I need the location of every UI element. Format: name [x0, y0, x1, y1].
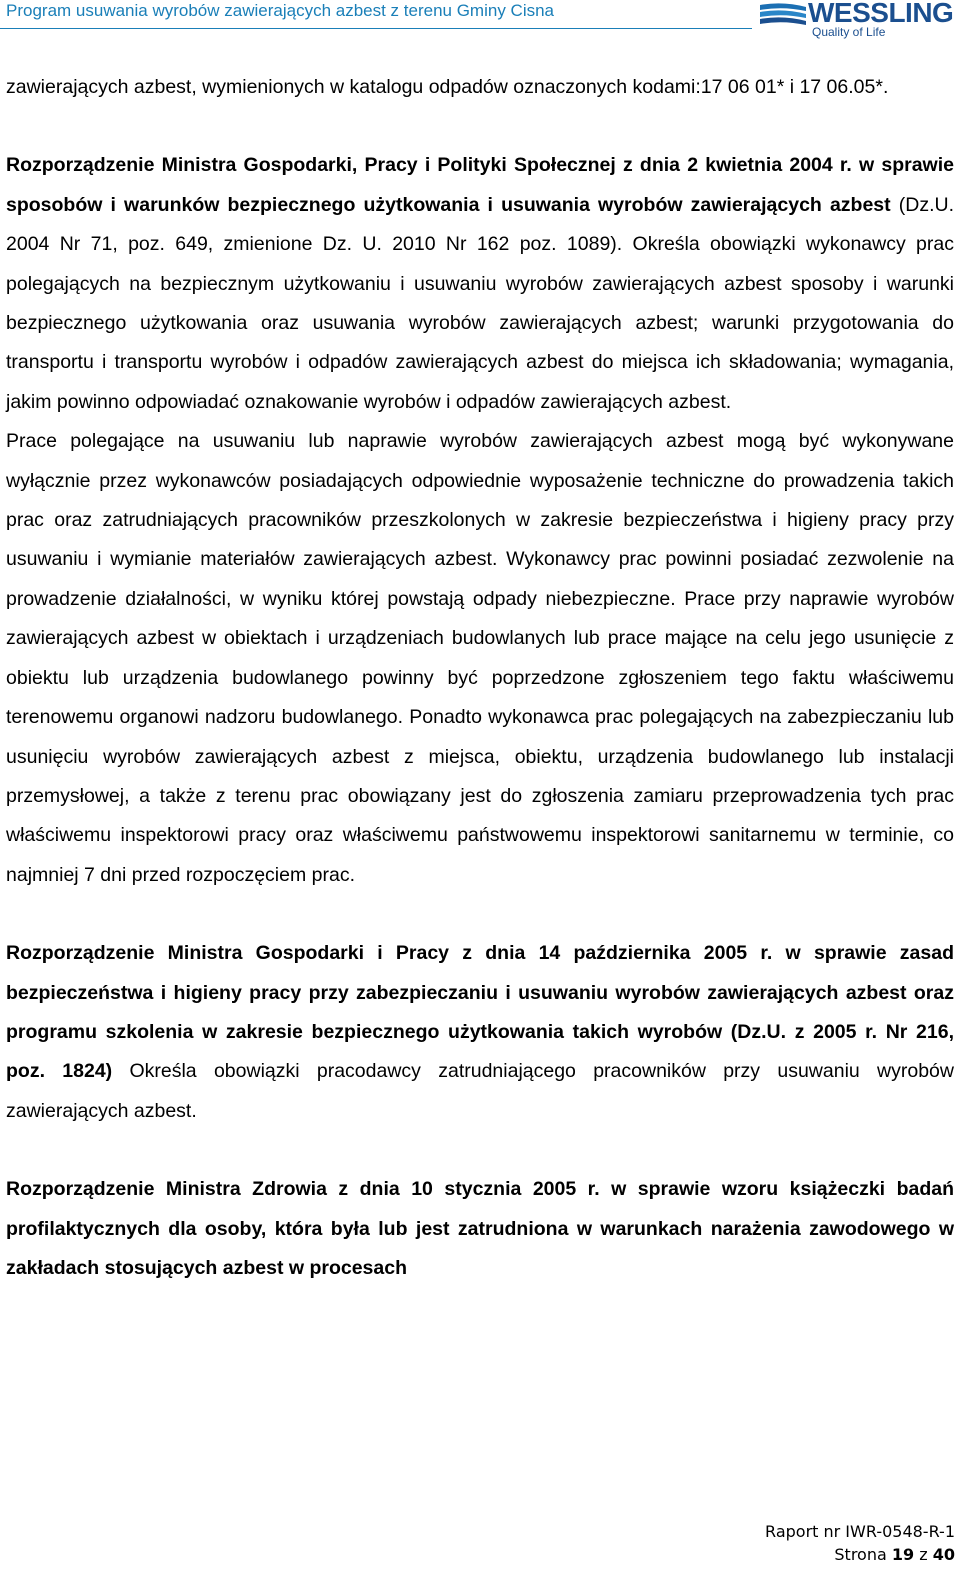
paragraph-2: [6, 146, 954, 422]
page-separator: z: [919, 1545, 928, 1564]
paragraph-spacer: [6, 107, 954, 146]
paragraph-3: Prace polegające na usuwaniu lub naprawie wyrobów zawierających azbest mogą być wykonywane wyłącznie przez wykonawców posiadających odpowiednie wyposażenie techniczne do prowadzenia takich prac oraz zatrudniających pracowników przeszkolonych w zakresie bezpieczeństwa i higieny pracy przy usuwaniu i wymianie materiałów zawierających azbest. Wykonawcy prac powinni posiadać zezwolenie na prowadzenie działalności, w wyniku której powstają odpady niebezpieczne. Prace przy naprawie wyrobów zawierających azbest w obiektach i urządzeniach budowlanych lub prace mające na celu jego usunięcie z obiektu lub urządzenia budowlanego powinny być poprzedzone zgłoszeniem tego faktu właściwemu terenowemu organowi nadzoru budowlanego. Ponadto wykonawca prac polegających na zabezpieczaniu lub usunięciu wyrobów zawierających azbest z miejsca, obiektu, urządzenia budowlanego lub instalacji przemysłowej, a także z terenu prac obowiązany jest do zgłoszenia zamiaru przeprowadzenia tych prac właściwemu inspektorowi pracy oraz właściwemu państwowemu inspektorowi sanitarnemu w terminie, co najmniej 7 dni przed rozpoczęciem prac.: [6, 430, 954, 886]
page-header: [0, 0, 960, 45]
regulation-description-2005-october: Określa obowiązki pracodawcy zatrudniającego pracowników przy usuwaniu wyrobów zawierających azbest.: [6, 1060, 954, 1122]
page-label: Strona: [834, 1545, 887, 1564]
page-current: 19: [891, 1545, 915, 1564]
page-footer: [765, 1520, 955, 1566]
logo-tagline: Quality of Life: [812, 25, 886, 39]
paragraph-spacer: [6, 1131, 954, 1170]
wessling-logo: [760, 0, 960, 42]
header-divider: [0, 28, 752, 29]
page-total: 40: [932, 1545, 955, 1564]
regulation-title-2004: Rozporządzenie Ministra Gospodarki, Pracy i Polityki Społecznej z dnia 2 kwietnia 2004 r. w sprawie sposobów i warunków bezpiecznego użytkowania i usuwania wyrobów zawierających azbest: [6, 154, 954, 216]
regulation-description-2004: (Dz.U. 2004 Nr 71, poz. 649, zmienione Dz. U. 2010 Nr 162 poz. 1089). Określa obowiązki wykonawcy prac polegających na bezpiecznym użytkowaniu i usuwaniu wyrobów zawierających azbest sposoby i warunki bezpiecznego użytkowania oraz usuwania wyrobów zawierających azbest; warunki przygotowania do transportu i transportu wyrobów i odpadów zawierających azbest do miejsca ich składowania; wymagania, jakim powinno odpowiadać oznakowanie wyrobów i odpadów zawierających azbest.: [6, 193, 954, 413]
regulation-title-2005-october: Rozporządzenie Ministra Gospodarki i Pracy z dnia 14 października 2005 r. w sprawie zasad bezpieczeństwa i higieny pracy przy zabezpieczaniu i usuwaniu wyrobów zawierających azbest oraz programu szkolenia w zakresie bezpiecznego użytkowania takich wyrobów (Dz.U. z 2005 r. Nr 216, poz. 1824): [6, 942, 954, 1083]
paragraph-4: [6, 934, 954, 1131]
paragraph-spacer: [6, 895, 954, 934]
logo-wordmark: WESSLING: [808, 0, 954, 28]
page-indicator: [765, 1543, 955, 1566]
document-body: [6, 68, 954, 1288]
wessling-logo-icon: [760, 3, 806, 25]
paragraph-5: [6, 1170, 954, 1288]
regulation-title-2005-january: Rozporządzenie Ministra Zdrowia z dnia 10 stycznia 2005 r. w sprawie wzoru książeczki badań profilaktycznych dla osoby, która była lub jest zatrudniona w warunkach narażenia zawodowego w zakładach stosujących azbest w procesach: [6, 1178, 954, 1279]
report-number: Raport nr IWR-0548-R-1: [765, 1522, 955, 1541]
paragraph-1: zawierających azbest, wymienionych w katalogu odpadów oznaczonych kodami:17 06 01* i 17 06.05*.: [6, 76, 889, 98]
header-title: Program usuwania wyrobów zawierających azbest z terenu Gminy Cisna: [6, 1, 555, 20]
